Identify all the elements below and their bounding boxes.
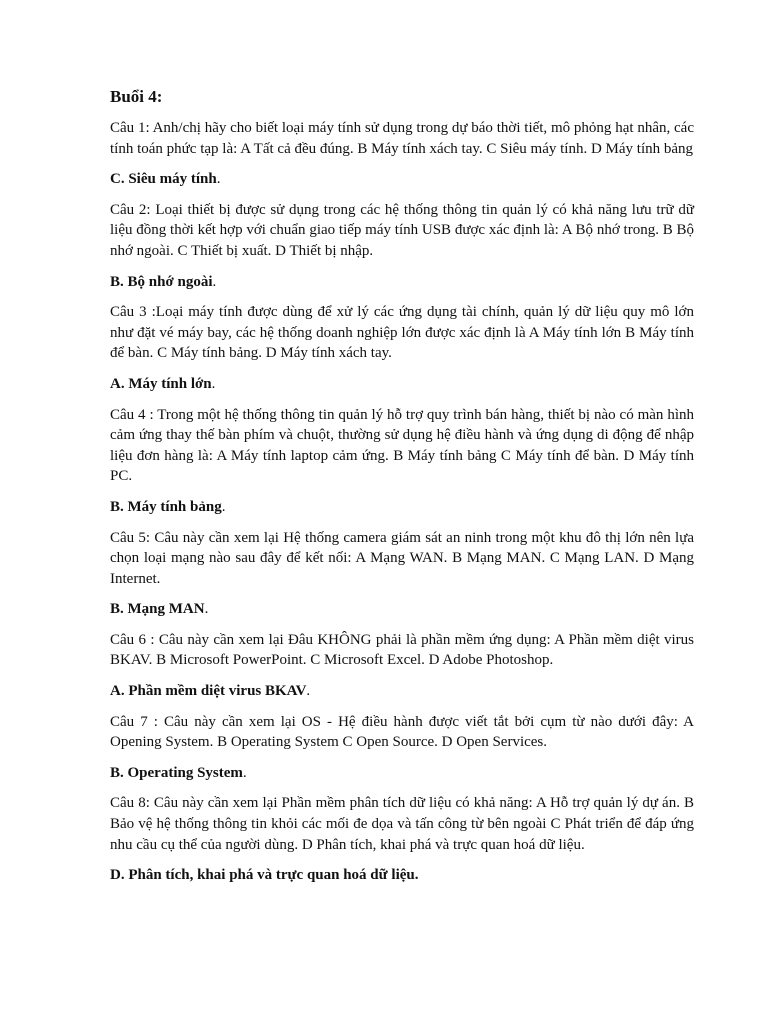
answer-suffix: . xyxy=(242,764,247,781)
question-text: Câu 2: Loại thiết bị được sử dụng trong các hệ thống thông tin quản lý có khả năng lưu trữ dữ liệu đồng thời kết hợp với chuẩn giao tiếp máy tính USB được xác định là: A Bộ nhớ trong. B Bộ nhớ ngoài. C Thiết bị xuất. D Thiết bị nhập. xyxy=(110,201,694,259)
answer-bold: B. Máy tính bảng xyxy=(110,498,222,515)
answer-bold: B. Mạng MAN xyxy=(110,601,205,618)
answer-bold: B. Operating System xyxy=(110,764,243,781)
question-block-8 xyxy=(110,793,694,885)
answer-text xyxy=(110,599,694,620)
page-title: Buổi 4: xyxy=(110,87,163,106)
question-block-6 xyxy=(110,630,694,702)
answer-suffix: . xyxy=(212,273,217,290)
answer-text xyxy=(110,763,694,784)
answer-text xyxy=(110,374,694,395)
question-block-4 xyxy=(110,405,694,518)
question-text: Câu 4 : Trong một hệ thống thông tin quản lý hỗ trợ quy trình bán hàng, thiết bị nào có màn hình cảm ứng thay thế bàn phím và chuột, thường sử dụng hệ điều hành và ứng dụng di động để nhập liệu đơn hàng là: A Máy tính laptop cảm ứng. B Máy tính bảng C Máy tính để bàn. D Máy tính PC. xyxy=(110,406,694,485)
question-block-3 xyxy=(110,302,694,394)
question-text: Câu 5: Câu này cần xem lại Hệ thống camera giám sát an ninh trong một khu đô thị lớn nên lựa chọn loại mạng nào sau đây để kết nối: A Mạng WAN. B Mạng MAN. C Mạng LAN. D Mạng Internet. xyxy=(110,529,694,587)
answer-suffix: . xyxy=(211,375,216,392)
answer-suffix: . xyxy=(204,601,209,618)
answer-bold: D. Phân tích, khai phá và trực quan hoá dữ liệu. xyxy=(110,867,419,884)
question-text: Câu 8: Câu này cần xem lại Phần mềm phân tích dữ liệu có khả năng: A Hỗ trợ quản lý dự án. B Bảo vệ hệ thống thông tin khỏi các mối đe dọa và tấn công từ bên ngoài C Phát triển để đáp ứng nhu cầu cụ thể của người dùng. D Phân tích, khai phá và trực quan hoá dữ liệu. xyxy=(110,795,694,853)
answer-text xyxy=(110,681,694,702)
question-block-1 xyxy=(110,118,694,190)
answer-text xyxy=(110,865,694,886)
answer-text xyxy=(110,272,694,293)
answer-text xyxy=(110,497,694,518)
question-block-7 xyxy=(110,712,694,784)
answer-bold: A. Phần mềm diệt virus BKAV xyxy=(110,683,307,700)
question-text: Câu 7 : Câu này cần xem lại OS - Hệ điều hành được viết tắt bởi cụm từ nào dưới đây: A Opening System. B Operating System C Open Source. D Open Services. xyxy=(110,713,694,751)
question-text: Câu 1: Anh/chị hãy cho biết loại máy tính sử dụng trong dự báo thời tiết, mô phỏng hạt nhân, các tính toán phức tạp là: A Tất cả đều đúng. B Máy tính xách tay. C Siêu máy tính. D Máy tính bảng xyxy=(110,120,694,157)
question-block-2 xyxy=(110,200,694,292)
answer-bold: C. Siêu máy tính xyxy=(110,171,217,188)
question-text: Câu 3 :Loại máy tính được dùng để xử lý các ứng dụng tài chính, quản lý dữ liệu quy mô lớn như đặt vé máy bay, các hệ thống doanh nghiệp lớn được xác định là A Máy tính lớn B Máy tính để bàn. C Máy tính bảng. D Máy tính xách tay. xyxy=(110,304,694,362)
answer-suffix: . xyxy=(221,498,226,515)
document-page xyxy=(110,86,694,896)
answer-suffix: . xyxy=(216,171,221,188)
question-block-5 xyxy=(110,528,694,620)
answer-text xyxy=(110,169,694,190)
answer-bold: A. Máy tính lớn xyxy=(110,375,212,392)
answer-suffix: . xyxy=(306,683,311,700)
question-text: Câu 6 : Câu này cần xem lại Đâu KHÔNG phải là phần mềm ứng dụng: A Phần mềm diệt virus BKAV. B Microsoft PowerPoint. C Microsoft Excel. D Adobe Photoshop. xyxy=(110,631,694,669)
answer-bold: B. Bộ nhớ ngoài xyxy=(110,273,213,290)
